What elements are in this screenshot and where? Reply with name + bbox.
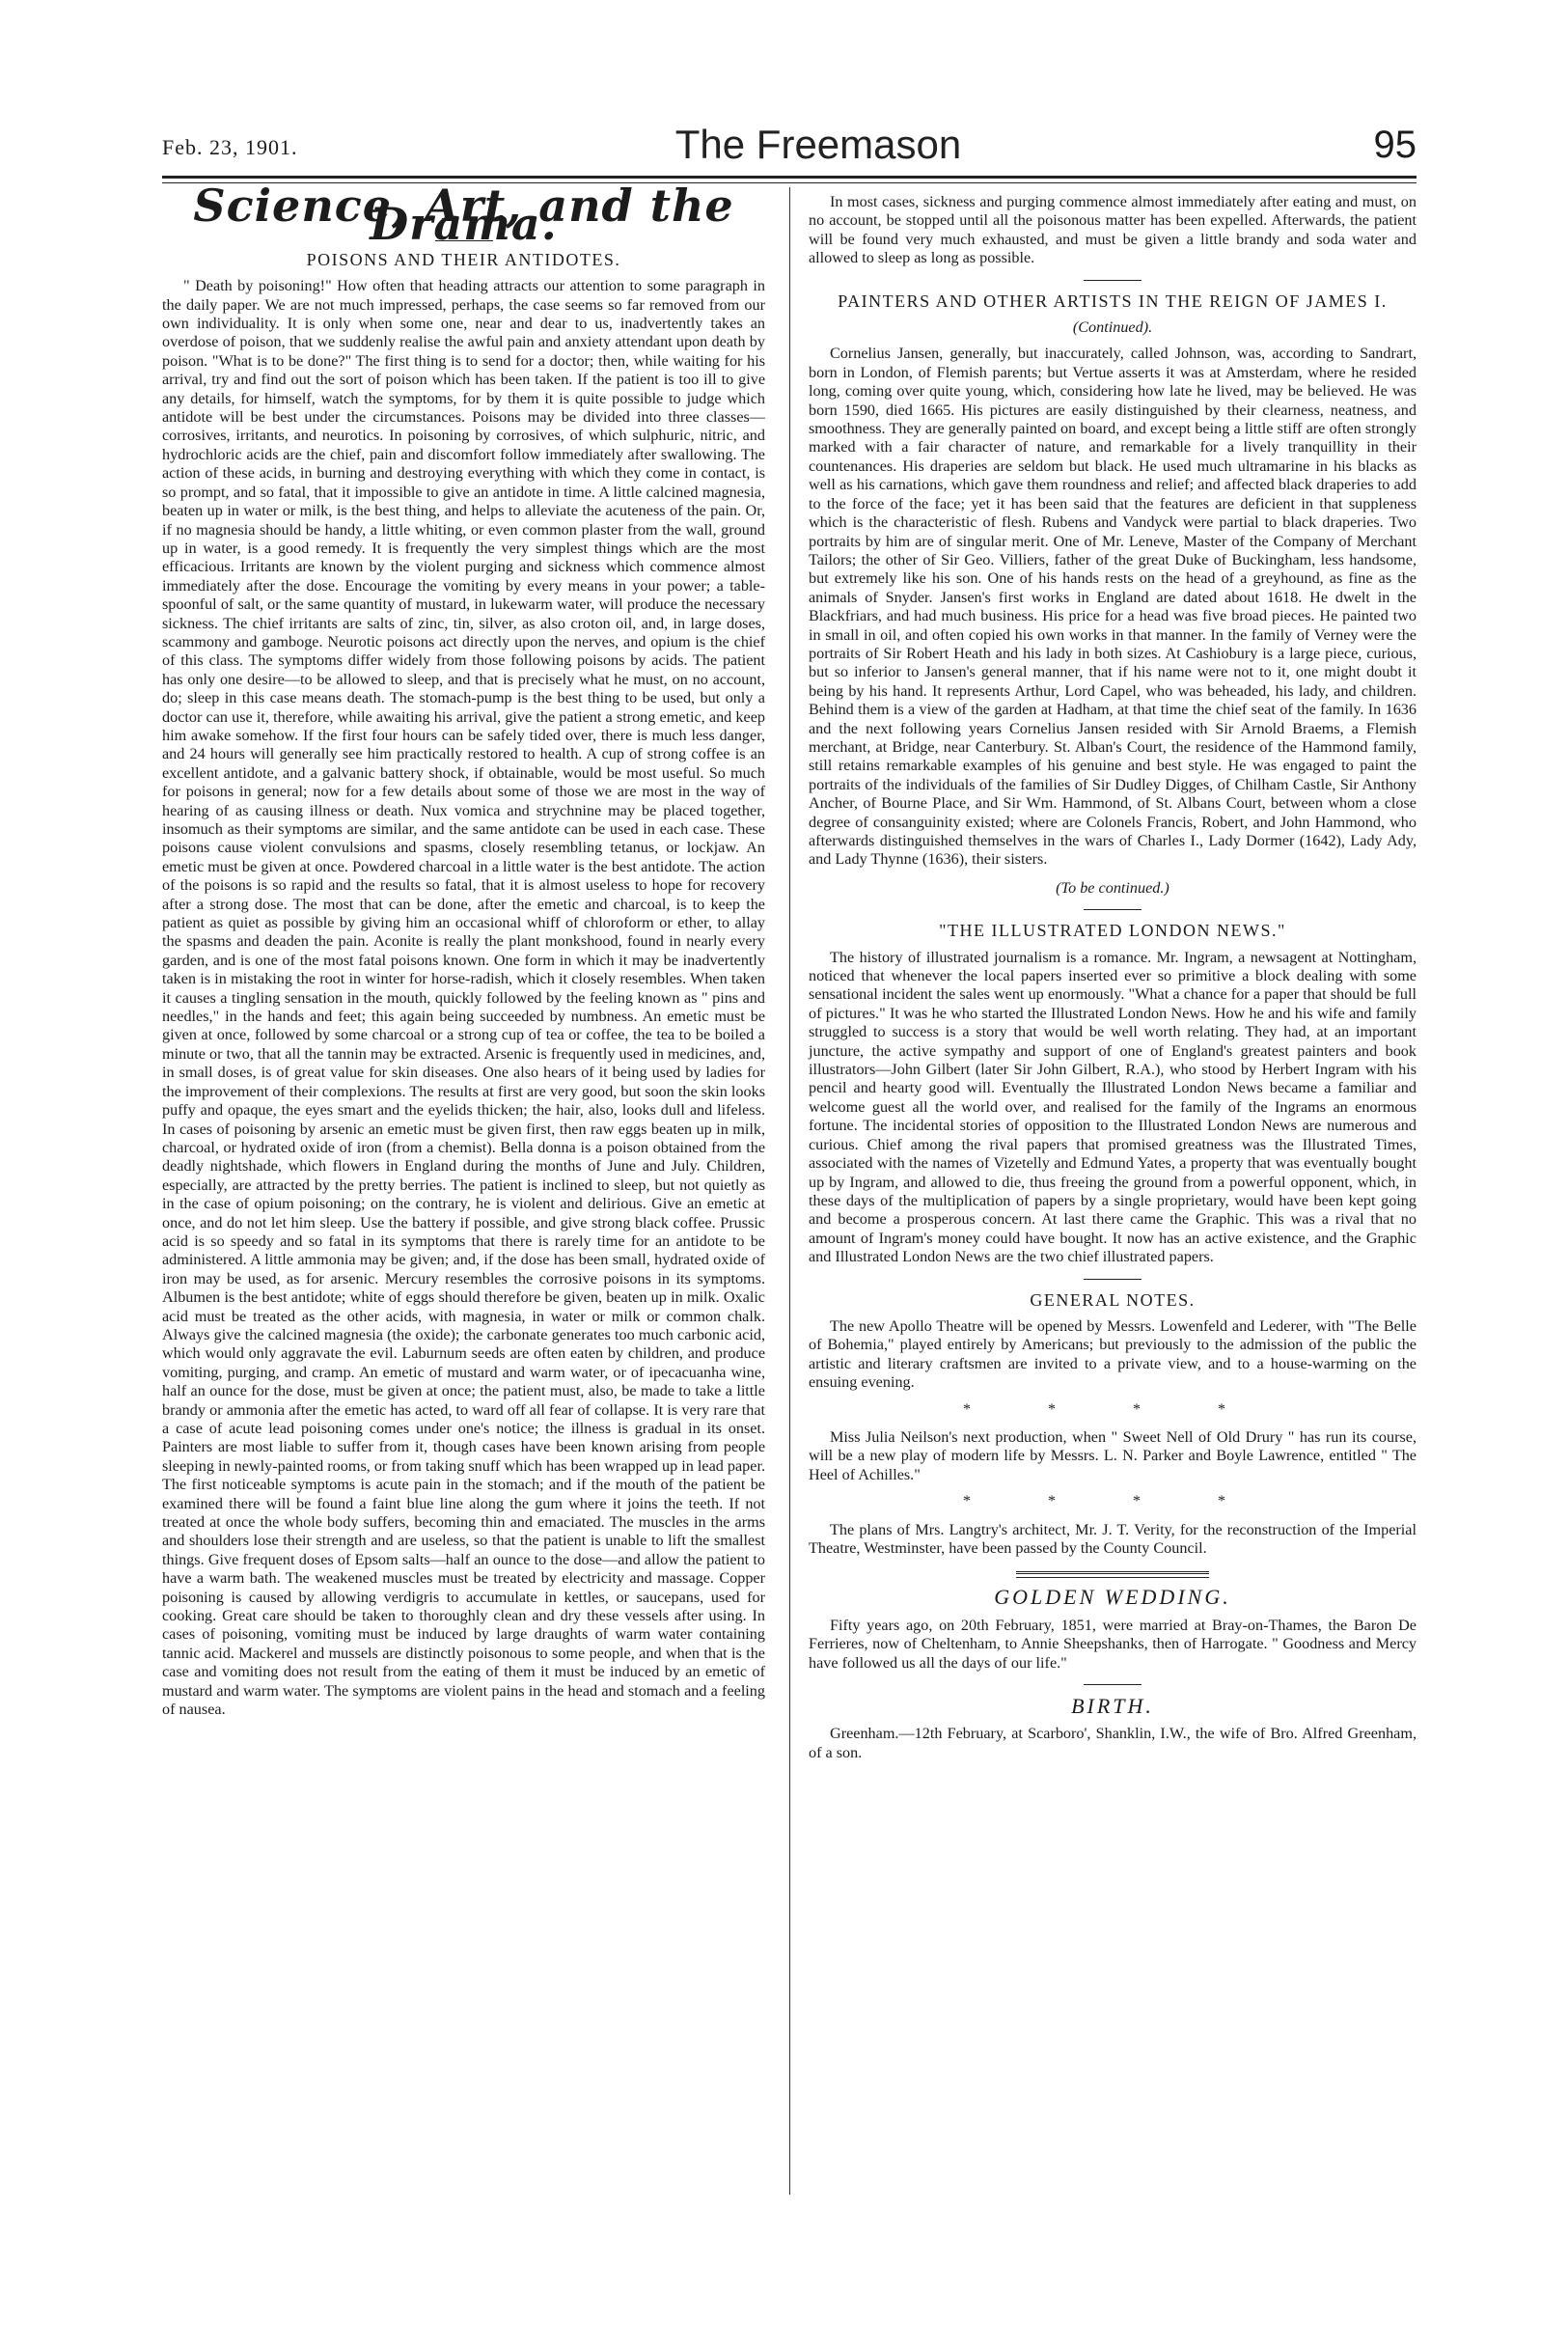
birth-body: Greenham.—12th February, at Scarboro', Shanklin, I.W., the wife of Bro. Alfred Greenham, of a son. <box>809 1725 1417 1761</box>
stars-separator: * * * * <box>963 1400 1262 1418</box>
double-rule <box>1016 1571 1209 1578</box>
column-divider <box>789 187 790 2195</box>
golden-wedding-heading: GOLDEN WEDDING. <box>994 1585 1231 1610</box>
right-column <box>809 193 1417 1762</box>
masthead-title: The Freemason <box>674 122 962 167</box>
iln-heading: "THE ILLUSTRATED LONDON NEWS." <box>939 921 1286 941</box>
page-number: 95 <box>1373 124 1417 166</box>
stars-separator: * * * * <box>963 1493 1262 1510</box>
page-header <box>162 122 1417 176</box>
birth-heading: BIRTH. <box>1071 1694 1154 1719</box>
section-title: Science, Art, and the Drama. <box>193 180 734 251</box>
divider <box>1084 1684 1142 1685</box>
left-column <box>162 180 766 1720</box>
poisons-heading: POISONS AND THEIR ANTIDOTES. <box>306 249 621 269</box>
golden-wedding-body: Fifty years ago, on 20th February, 1851, were married at Bray-on-Thames, the Baron De Ferrieres, now of Cheltenham, to Annie Sheepshanks, then of Harrogate. " Goodness and Mercy have followed us all the days of our life." <box>809 1616 1417 1672</box>
header-rule <box>162 176 1417 179</box>
divider <box>1084 1279 1142 1280</box>
divider <box>1084 280 1142 281</box>
painters-to-be-continued: (To be continued.) <box>1056 878 1169 897</box>
general-note-2: Miss Julia Neilson's next production, when " Sweet Nell of Old Drury " has run its course, will be a new play of modern life by Messrs. L. N. Parker and Boyle Lawrence, entitled " The Heel of Achilles." <box>809 1427 1417 1483</box>
painters-continued: (Continued). <box>1072 318 1153 337</box>
general-note-3: The plans of Mrs. Langtry's architect, Mr. J. T. Verity, for the reconstruction of the Imperial Theatre, Westminster, have been passed by the County Council. <box>809 1520 1417 1557</box>
iln-body: The history of illustrated journalism is a romance. Mr. Ingram, a newsagent at Nottingham, noticed that whenever the local papers inserted ever so primitive a block dealing with some sensational incident the sales went up enormously. "What a chance for a paper that should be full of pictures." It was he who started the Illustrated London News. How he and his wife and family struggled to success is a story that would be well worth relating. They had, at an important juncture, the active sympathy and support of one of England's greatest painters and book illustrators—John Gilbert (later Sir John Gilbert, R.A.), who stood by Herbert Ingram with his pencil and hearty good will. Eventually the Illustrated London News became a familiar and welcome guest all the world over, and realised for the family of the Ingrams an enormous fortune. The incidental stories of opposition to the Illustrated London News are numerous and curious. Chief among the rival papers that promised greatness was the Illustrated Times, associated with the names of Vizetelly and Edmund Yates, a property that was eventually bought up by Ingram, and allowed to die, thus freeing the ground from a powerful opponent, which, in these days of the multiplication of papers by a single proprietary, would have been kept going and become a prosperous concern. At last there came the Graphic. This was a rival that no amount of Ingram's money could have bought. It now has an active existence, and the Graphic and Illustrated London News are the two chief illustrated papers. <box>809 948 1417 1266</box>
painters-heading: PAINTERS AND OTHER ARTISTS IN THE REIGN OF JAMES I. <box>838 291 1388 311</box>
divider <box>1084 909 1142 910</box>
general-note-1: The new Apollo Theatre will be opened by Messrs. Lowenfeld and Lederer, with "The Belle of Bohemia," played entirely by Americans; but previously to the admission of the public the artistic and literary craftsmen are invited to a private view, and to a house-warming on the ensuing evening. <box>809 1316 1417 1392</box>
general-notes-heading: GENERAL NOTES. <box>1030 1289 1196 1310</box>
poisons-body: " Death by poisoning!" How often that heading attracts our attention to some paragraph in the daily paper. We are not much impressed, perhaps, the case seems so far removed from our own individuality. It is only when some one, near and dear to us, inadvertently takes an overdose of poison, that we suddenly realise the awful pain and anxiety attendant upon death by poison. "What is to be done?" The first thing is to send for a doctor; then, while waiting for his arrival, try and find out the sort of poison which has been taken. If the patient is too ill to give any details, for himself, watch the symptoms, for by them it is quite possible to judge which antidote will be best under the circumstances. Poisons may be divided into three classes—corrosives, irritants, and neurotics. In poisoning by corrosives, of which sulphuric, nitric, and hydrochloric acids are the chief, pain and discomfort follow immediately after swallowing. The action of these acids, in burning and destroying everything with which they come in contact, is so prompt, and so fatal, that it impossible to give an antidote in time. A little calcined magnesia, beaten up in water or milk, is the best thing, and helps to alleviate the acuteness of the pain. Or, if no magnesia should be handy, a little whiting, or even common plaster from the wall, ground up in water, is a good remedy. It is frequently the very simplest things which are the most efficacious. Irritants are known by the violent purging and sickness which commence almost immediately after the dose. Encourage the vomiting by every means in your power; a table-spoonful of salt, or the same quantity of mustard, in lukewarm water, will produce the necessary sickness. The chief irritants are salts of zinc, tin, silver, as also croton oil, and, in large doses, scammony and gamboge. Neurotic poisons act directly upon the nerves, and opium is the chief of this class. The symptoms differ widely from those following poisons by acids. The patient has only one desire—to be allowed to sleep, and that is precisely what he must, on no account, do; sleep in this case means death. The stomach-pump is the best thing to be used, but only a doctor can use it, therefore, while awaiting his arrival, give the patient a strong emetic, and keep him awake somehow. If the first four hours can be safely tided over, there is much less danger, and 24 hours will generally see him practically restored to health. A cup of strong coffee is an excellent antidote, and a galvanic battery shock, if obtainable, would be most useful. So much for poisons in general; now for a few details about some of those we are most in the way of hearing of as causing illness or death. Nux vomica and strychnine may be placed together, insomuch as their symptoms are similar, and the same antidote can be used in each case. These poisons cause violent convulsions and spasms, closely resembling tetanus, or lockjaw. An emetic must be given at once. Powdered charcoal in a little water is the best antidote. The action of the poisons is so rapid and the results so fatal, that it is almost useless to hope for recovery after a strong dose. The most that can be done, after the emetic and charcoal, is to keep the patient as quiet as possible by giving him an occasional whiff of chloroform or ether, to allay the spasms and deaden the pain. Aconite is really the plant monkshood, found in nearly every garden, and is one of the most fatal poisons known. One form in which it may be inadvertently taken is in mistaking the root in winter for horse-radish, which it closely resembles. When taken it causes a tingling sensation in the mouth, quickly followed by the feeling known as " pins and needles," in the hands and feet; this again being succeeded by numbness. An emetic must be given at once, followed by some charcoal or a strong cup of tea or coffee, the tea to be boiled a minute or two, that all the tannin may be extracted. Arsenic is frequently used in medicines, and, in small doses, is of great value for skin diseases. One also hears of it being used by ladies for the improvement of their complexions. The results at first are very good, but soon the skin looks puffy and opaque, the eyes smart and the eyelids thicken; the hair, also, looks dull and lifeless. In cases of poisoning by arsenic an emetic must be given first, then raw eggs beaten up in milk, charcoal, or hydrated oxide of iron (from a chemist). Bella donna is a poison obtained from the deadly nightshade, which flowers in England during the months of June and July. Children, especially, are attracted by the pretty berries. The patient is inclined to sleep, but not quietly as in the case of opium poisoning; on the contrary, he is violent and delirious. Give an emetic at once, and do not let him sleep. Use the battery if possible, and give strong black coffee. Prussic acid is so speedy and so fatal in its symptoms that there is rarely time for an antidote to be administered. A little ammonia may be given; and, if the dose has been small, hydrated oxide of iron may be used, as for arsenic. Mercury resembles the corrosive poisons in its symptoms. Albumen is the best antidote; white of eggs should therefore be given, beaten up in milk. Oxalic acid must be treated as the other acids, with magnesia, in water or milk or common chalk. Always give the calcined magnesia (the oxide); the carbonate generates too much carbonic acid, which would only aggravate the evil. Laburnum seeds are often eaten by children, and produce vomiting, purging, and cramp. An emetic of mustard and warm water, or of ipecacuanha wine, half an ounce for the dose, must be given at once; the patient must, also, be made to take a little brandy or ammonia after the emetic has acted, to ward off all fear of collapse. It is very rare that a case of acute lead poisoning comes under one's notice; the illness is gradual in its onset. Painters are most liable to suffer from it, though cases have been known arising from people sleeping in newly-painted rooms, or from taking snuff which has been wrapped up in lead paper. The first noticeable symptoms is acute pain in the stomach; and if the mouth of the patient be examined there will be found a faint blue line along the gum where it joins the teeth. If not treated at once the whole body suffers, becoming thin and emaciated. The muscles in the arms and shoulders lose their strength and are useless, so that the patient is unable to lift the smallest things. Give frequent doses of Epsom salts—half an ounce to the dose—and allow the patient to have a warm bath. The weakened muscles must be treated by electricity and massage. Copper poisoning is caused by allowing verdigris to accumulate in kettles, or saucepans, used for cooking. Great care should be taken to thoroughly clean and dry these vessels after using. In cases of poisoning, vomiting must be induced by large draughts of warm water containing tannic acid. Mackerel and mussels are distinctly poisonous to some people, and when that is the case and vomiting does not result from the eating of them it must be induced by an emetic of mustard and warm water. The symptoms are violent pains in the head and stomach and a feeling of nausea. <box>162 277 766 1719</box>
poisons-body-continued: In most cases, sickness and purging commence almost immediately after eating and must, on no account, be stopped until all the poisonous matter has been expelled. Afterwards, the patient will be found very much exhausted, and must be given a little brandy and soda water and allowed to sleep as long as possible. <box>809 193 1417 267</box>
painters-body: Cornelius Jansen, generally, but inaccurately, called Johnson, was, according to Sandrart, born in London, of Flemish parents; but Vertue asserts it was at Amsterdam, where he resided long, coming over quite young, which, considering how late he lived, may be believed. He was born 1590, died 1665. His pictures are easily distinguished by their clearness, neatness, and smoothness. They are generally painted on board, and except being a little stiff are often strongly marked with a fair character of nature, and remarkable for a lively tranquillity in their countenances. His draperies are seldom but black. He used much ultramarine in his blacks as well as his carnations, which gave them roundness and relief; and affected black draperies to add to the force of the face; yet it has been said that the features are deficient in that suppleness which is the characteristic of flesh. Rubens and Vandyck were partial to black draperies. Two portraits by him are of singular merit. One of Mr. Leneve, Master of the Company of Merchant Tailors; the other of Sir Geo. Villiers, father of the great Duke of Buckingham, less handsome, but extremely like his son. One of his hands rests on the head of a greyhound, as fine as the animals of Snyder. Jansen's first works in England are dated about 1618. He dwelt in the Blackfriars, and had much business. His price for a head was five broad pieces. He painted two in small in oil, and often copied his own works in that manner. In the family of Verney were the portraits of Sir Robert Heath and his lady in both sizes. At Cashiobury is a large piece, curious, but so inferior to Jansen's general manner, that if his name were not to it, one might doubt it being by his hand. It represents Arthur, Lord Capel, who was beheaded, his lady, and children. Behind them is a view of the garden at Hadham, at that time the chief seat of the family. In 1636 and the next following years Cornelius Jansen resided with Sir Arnold Braems, a Flemish merchant, at Bridge, near Canterbury. St. Alban's Court, the residence of the Hammond family, still retains remarkable examples of his genuine and best style. He was engaged to paint the portraits of the individuals of the families of Sir Dudley Digges, of Chilham Castle, Sir Anthony Ancher, of Bourne Place, and Sir Wm. Hammond, of St. Albans Court, between whom a close degree of consanguinity existed; where are Colonels Francis, Robert, and John Hammond, who afterwards distinguished themselves in the wars of Charles I., Lady Dormer (1642), Lady Ady, and Lady Thynne (1636), their sisters. <box>809 345 1417 869</box>
issue-date: Feb. 23, 1901. <box>162 135 298 159</box>
